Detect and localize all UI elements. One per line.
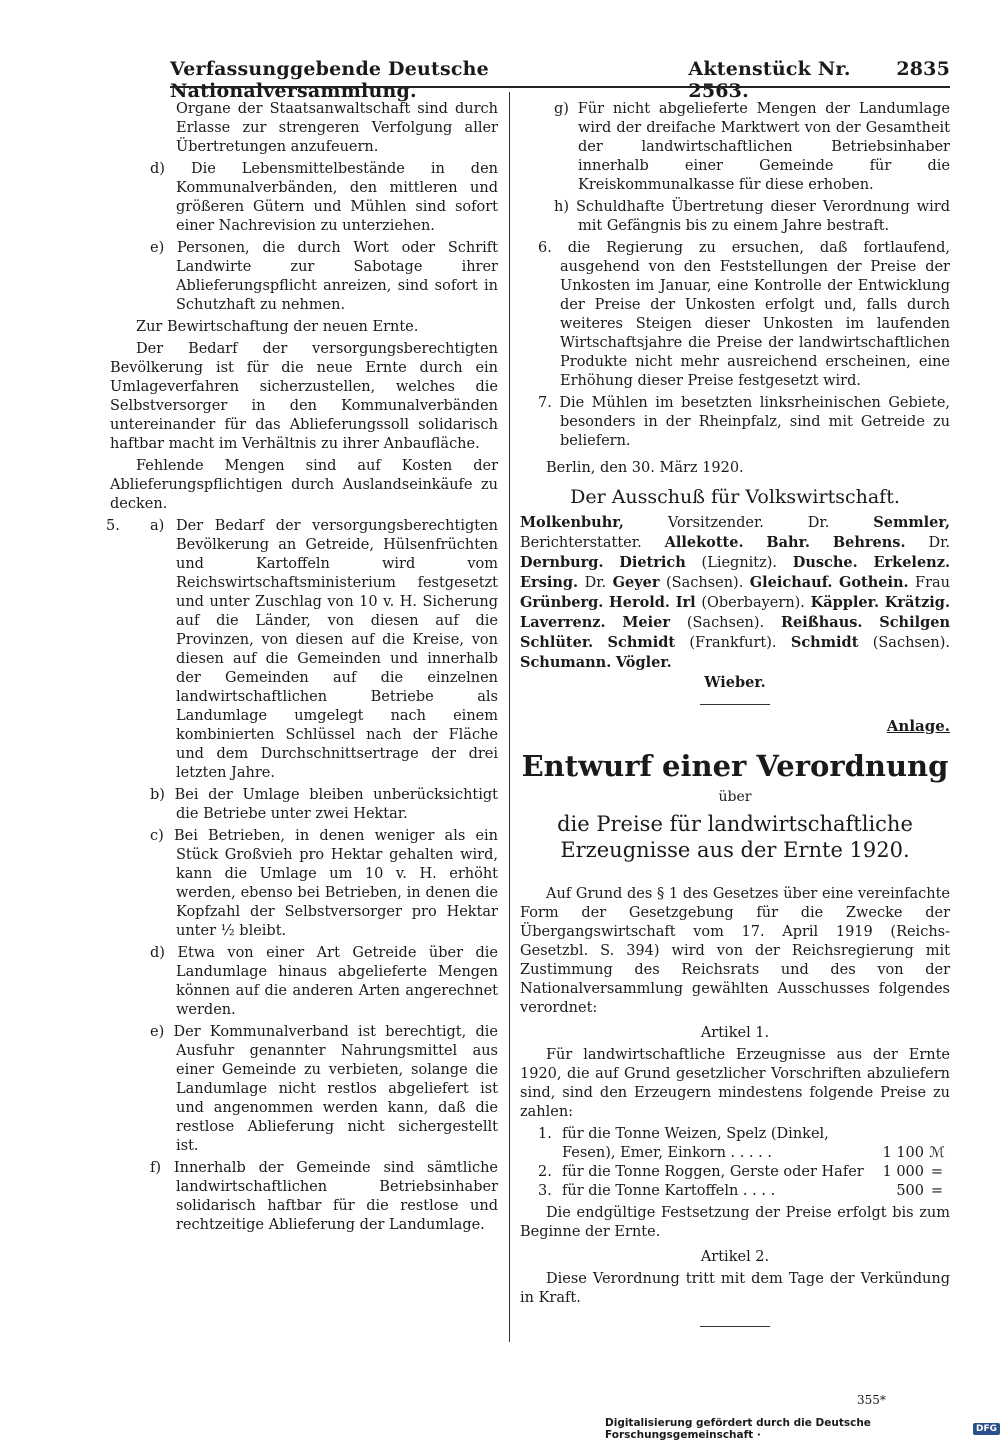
member-name: Schlüter. [520, 634, 594, 651]
paragraph: Der Bedarf der versorgungsberechtigten Bevölkerung ist für die neue Ernte durch ein Umlageverfahren sicherzustellen, welches die Selbstversorger in den Kommunalverbänden untereinander für das Ablieferungssoll solidarisch haftbar macht im Verhältnis zu ihrer Anbaufläche. [110, 341, 498, 452]
item-label: g) [554, 101, 569, 117]
item-text: Schuldhafte Übertretung dieser Verordnung wird mit Gefängnis bis zu einem Jahre bestraft. [575, 199, 950, 234]
item-label: a) [150, 518, 165, 534]
ordinance-subtitle: die Preise für landwirtschaftliche Erzeugnisse aus der Ernte 1920. [557, 812, 913, 862]
member-place: (Oberbayern). [701, 595, 805, 611]
header-title: Verfassunggebende Deutsche Nationalversammlung. [170, 58, 489, 102]
member-name: Krätzig. [884, 594, 950, 611]
price-text: Fesen), Emer, Einkorn . . . . . [562, 1145, 772, 1161]
member-list [520, 513, 950, 692]
price-value: 500 [896, 1183, 924, 1199]
member-name: Laverrenz. [520, 614, 606, 631]
item-text: Personen, die durch Wort oder Schrift Landwirte zur Sabotage ihrer Ablieferungspflicht anreizen, sind sofort in Schutzhaft zu nehmen. [176, 240, 498, 313]
item-text: Etwa von einer Art Getreide über die Landumlage hinaus abgelieferte Mengen können auf die anderen Arten angerechnet werden. [176, 945, 498, 1018]
article-heading: Artikel 2. [700, 1249, 770, 1265]
list-item [110, 786, 498, 824]
article-text: Die endgültige Festsetzung der Preise erfolgt bis zum Beginne der Ernte. [520, 1205, 950, 1240]
member-name: Geyer [612, 574, 660, 591]
item-text: Die Mühlen im besetzten linksrheinischen Gebiete, besonders in der Rheinpfalz, sind mit Getreide zu beliefern. [559, 395, 951, 449]
item-label: e) [150, 240, 165, 256]
member-role: Vorsitzender. [667, 515, 764, 531]
price-value: 1 100 [882, 1145, 924, 1161]
list-item [520, 100, 950, 195]
member-name: Meier [622, 614, 671, 631]
member-name: Molkenbuhr, [520, 514, 624, 531]
item-label: c) [150, 828, 164, 844]
member-place: (Sachsen). [872, 635, 951, 651]
member-name: Gleichauf. [749, 574, 833, 591]
header-doc-ref: Aktenstück Nr. 2563. [688, 58, 851, 102]
section-heading: Zur Bewirtschaftung der neuen Ernte. [136, 319, 419, 335]
member-name: Schmidt [607, 634, 676, 651]
price-text: für die Tonne Weizen, Spelz (Dinkel, [562, 1126, 829, 1142]
member-name: Dusche. [792, 554, 858, 571]
header-page-number: 2835 [896, 58, 950, 80]
list-item [110, 1023, 498, 1156]
item-number: 7. [538, 395, 552, 411]
member-name: Semmler, [873, 514, 951, 531]
item-text: Für nicht abgelieferte Mengen der Landumlage wird der dreifache Marktwert von der Gesamtheit der landwirtschaftlichen Betriebsinhaber innerhalb einer Gemeinde für die Kreiskommunalkasse für diese erhoben. [577, 101, 951, 193]
member-place: (Liegnitz). [701, 555, 778, 571]
item-label: e) [150, 1024, 165, 1040]
member-prefix: Frau [915, 575, 951, 591]
member-prefix: Dr. [807, 515, 830, 531]
member-name: Bahr. [766, 534, 810, 551]
price-list [520, 1125, 950, 1201]
price-number: 2. [538, 1164, 552, 1180]
member-name: Dernburg. [520, 554, 604, 571]
item-label: h) [554, 199, 569, 215]
paragraph: Fehlende Mengen sind auf Kosten der Ablieferungspflichtigen durch Auslandseinkäufe zu decken. [110, 458, 498, 512]
member-place: (Frankfurt). [689, 635, 777, 651]
price-text: für die Tonne Kartoffeln . . . . [562, 1183, 776, 1199]
list-item [520, 198, 950, 236]
list-item [520, 394, 950, 451]
item-text: Bei Betrieben, in denen weniger als ein Stück Großvieh pro Hektar gehalten wird, kann die Umlage um 10 v. H. erhöht werden, ebenso bei Betrieben, in denen die Kopfzahl der Selbstversorger pro Hektar unter ½ bleibt. [173, 828, 498, 939]
ordinance-title: Entwurf einer Verordnung [521, 749, 949, 783]
price-value: 1 000 [882, 1164, 924, 1180]
member-name: Wieber. [704, 674, 766, 691]
item-text: Innerhalb der Gemeinde sind sämtliche landwirtschaftlichen Betriebsinhaber solidarisch haftbar für die restlose und rechtzeitige Ablieferung der Landumlage. [173, 1160, 499, 1233]
list-item [110, 827, 498, 941]
page-mark: 355* [857, 1393, 886, 1407]
page-header [170, 58, 950, 102]
list-item [106, 517, 498, 783]
date-line: Berlin, den 30. März 1920. [546, 460, 744, 476]
item-number: 6. [538, 240, 552, 256]
item-text: die Regierung zu ersuchen, daß fortlaufend, ausgehend von den Feststellungen der Preise der Unkosten im Januar, eine Kontrolle der Entwicklung der Preise der Unkosten erfolgt und, falls durch weiteres Steigen dieser Unkosten im laufenden Wirtschaftsjahre die Preise der landwirtschaftlichen Produkte nicht mehr ausreichend erscheinen, eine Erhöhung dieser Preise festgesetzt wird. [560, 240, 950, 389]
list-item [110, 1159, 498, 1235]
member-name: Behrens. [832, 534, 906, 551]
left-column [106, 100, 499, 1238]
article-text: Für landwirtschaftliche Erzeugnisse aus der Ernte 1920, die auf Grund gesetzlicher Vorschriften abzuliefern sind, sind den Erzeugern mindestens folgende Preise zu zahlen: [520, 1047, 950, 1120]
member-name: Vögler. [615, 654, 672, 671]
item-text: Der Bedarf der versorgungsberechtigten Bevölkerung an Getreide, Hülsenfrüchten und Kartoffeln wird vom Reichswirtschaftsministerium festgesetzt und unter Zuschlag von 10 v. H. Sicherung auf die Länder, von diesen auf die Provinzen, von diesen auf die Kreise, von diesen auf die Gemeinden und innerhalb der Gemeinden auf die einzelnen landwirtschaftlichen Betriebe als Landumlage umgelegt nach einem kombinierten Schlüssel nach der Fläche und dem Durchschnittsertrage der drei letzten Jahre. [175, 518, 498, 781]
annex-label: Anlage. [886, 717, 950, 735]
member-prefix: Dr. [584, 575, 607, 591]
right-column [520, 100, 950, 1339]
member-name: Schilgen [879, 614, 951, 631]
member-name: Irl [675, 594, 696, 611]
price-number: 3. [538, 1183, 552, 1199]
paragraph: Organe der Staatsanwaltschaft sind durch Erlasse zur strengeren Verfolgung aller Übertretungen anzufeuern. [176, 101, 498, 155]
list-item [110, 160, 498, 236]
committee-title: Der Ausschuß für Volkswirtschaft. [570, 486, 900, 508]
member-name: Herold. [609, 594, 670, 611]
price-unit: = [930, 1183, 944, 1199]
member-role: Berichterstatter. [520, 535, 642, 551]
separator-rule [700, 1326, 770, 1327]
list-item [110, 239, 498, 315]
price-number: 1. [538, 1126, 552, 1142]
separator-rule [700, 704, 770, 705]
member-name: Schumann. [520, 654, 612, 671]
member-name: Erkelenz. [873, 554, 950, 571]
member-name: Reißhaus. [780, 614, 863, 631]
member-place: (Sachsen). [686, 615, 765, 631]
footer-text: Digitalisierung gefördert durch die Deutsche Forschungsgemeinschaft · [605, 1417, 871, 1441]
list-item [110, 944, 498, 1020]
item-label: b) [150, 787, 165, 803]
list-item [520, 239, 950, 391]
member-name: Allekotte. [664, 534, 744, 551]
member-prefix: Dr. [928, 535, 951, 551]
dfg-logo-icon: DFG [973, 1423, 1000, 1435]
article-text: Diese Verordnung tritt mit dem Tage der Verkündung in Kraft. [520, 1271, 950, 1306]
item-text: Die Lebensmittelbestände in den Kommunalverbänden, den mittleren und größeren Gütern und Mühlen sind sofort einer Nachrevision zu unterziehen. [176, 161, 498, 234]
article-heading: Artikel 1. [700, 1025, 770, 1041]
price-row [538, 1144, 950, 1163]
preamble: Auf Grund des § 1 des Gesetzes über eine vereinfachte Form der Gesetzgebung für die Zwecke der Übergangswirtschaft vom 17. April 1919 (Reichs-Gesetzbl. S. 394) wird von der Reichsregierung mit Zustimmung des Reichsrats und des von der Nationalversammlung gewählten Ausschusses folgendes verordnet: [520, 886, 950, 1016]
member-name: Dietrich [619, 554, 686, 571]
column-divider [509, 92, 510, 1342]
item-label: f) [150, 1160, 162, 1176]
price-unit: ℳ [929, 1145, 945, 1161]
ordinance-ueber: über [718, 789, 752, 805]
price-row [538, 1182, 950, 1201]
item-label: d) [150, 945, 165, 961]
price-text: für die Tonne Roggen, Gerste oder Hafer [562, 1164, 864, 1180]
price-row [538, 1163, 950, 1182]
member-name: Schmidt [790, 634, 859, 651]
price-row [538, 1125, 950, 1144]
item-label: d) [150, 161, 165, 177]
item-number: 5. [106, 518, 120, 534]
header-rule [170, 86, 950, 88]
item-text: Der Kommunalverband ist berechtigt, die Ausfuhr genannter Nahrungsmittel aus einer Gemeinde zu verbieten, solange die Landumlage nicht restlos abgeliefert ist und angenommen werden kann, daß die restlose Ablieferung nicht sichergestellt ist. [173, 1024, 498, 1154]
price-unit: = [930, 1164, 944, 1180]
member-name: Käppler. [810, 594, 880, 611]
member-name: Ersing. [520, 574, 579, 591]
member-name: Gothein. [838, 574, 909, 591]
member-name: Grünberg. [520, 594, 604, 611]
member-place: (Sachsen). [665, 575, 744, 591]
item-text: Bei der Umlage bleiben unberücksichtigt die Betriebe unter zwei Hektar. [174, 787, 499, 822]
footer [605, 1417, 1000, 1441]
